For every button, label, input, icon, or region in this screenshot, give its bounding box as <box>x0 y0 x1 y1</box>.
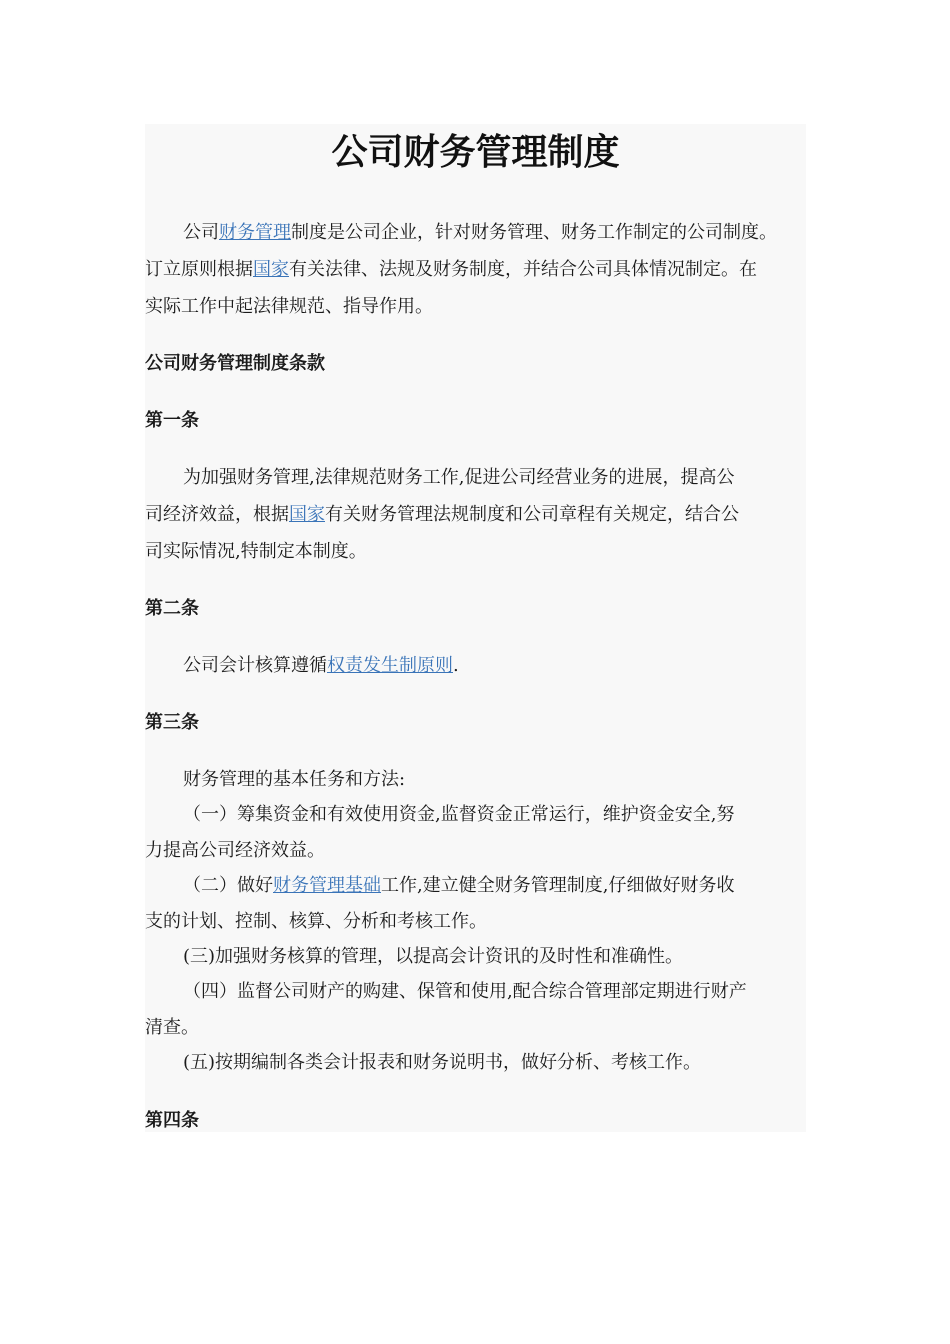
text: 订立原则根据 <box>145 259 253 280</box>
intro-line-2 <box>145 251 806 288</box>
text: 制度是公司企业，针对财务管理、财务工作制定的公司制度。 <box>291 222 777 243</box>
text: 工作,建立健全财务管理制度,仔细做好财务收 <box>381 875 735 896</box>
article-2-heading: 第二条 <box>145 598 199 619</box>
article-1-line-3: 司实际情况,特制定本制度。 <box>145 541 367 562</box>
page-title: 公司财务管理制度 <box>331 132 620 173</box>
text: 有关财务管理法规制度和公司章程有关规定，结合公 <box>325 504 739 525</box>
article-2-line <box>145 647 806 684</box>
link-financial-management-basics[interactable]: 财务管理基础 <box>273 875 381 896</box>
text: 公司会计核算遵循 <box>183 655 327 676</box>
link-accrual-principle[interactable]: 权责发生制原则 <box>327 655 453 676</box>
article-3-item-1: （一）筹集资金和有效使用资金,监督资金正常运行，维护资金安全,努 <box>183 804 735 825</box>
article-1-line-2 <box>145 496 806 533</box>
intro-line-1 <box>145 214 806 251</box>
section-heading: 公司财务管理制度条款 <box>145 353 325 374</box>
intro-line-3: 实际工作中起法律规范、指导作用。 <box>145 296 433 317</box>
text: 司经济效益，根据 <box>145 504 289 525</box>
article-3-item-5: (五)按期编制各类会计报表和财务说明书，做好分析、考核工作。 <box>183 1052 702 1073</box>
article-3-item-4-cont: 清查。 <box>145 1017 199 1038</box>
intro-paragraph <box>145 214 806 251</box>
text: （二）做好 <box>183 875 273 896</box>
article-1-line-1: 为加强财务管理,法律规范财务工作,促进公司经营业务的进展，提高公 <box>183 467 735 488</box>
article-1-heading: 第一条 <box>145 410 199 431</box>
link-country[interactable]: 国家 <box>253 259 289 280</box>
article-3-item-4: （四）监督公司财产的购建、保管和使用,配合综合管理部定期进行财产 <box>183 981 747 1002</box>
text: 有关法律、法规及财务制度，并结合公司具体情况制定。在 <box>289 259 757 280</box>
link-country[interactable]: 国家 <box>289 504 325 525</box>
article-3-heading: 第三条 <box>145 712 199 733</box>
article-3-item-3: (三)加强财务核算的管理，以提高会计资讯的及时性和准确性。 <box>183 946 684 967</box>
article-4-heading: 第四条 <box>145 1110 199 1131</box>
link-financial-management[interactable]: 财务管理 <box>219 222 291 243</box>
article-3-intro: 财务管理的基本任务和方法: <box>183 769 406 790</box>
article-3-item-2-cont: 支的计划、控制、核算、分析和考核工作。 <box>145 911 487 932</box>
article-3-item-2 <box>145 868 806 903</box>
text: 公司 <box>183 222 219 243</box>
text: . <box>453 655 459 676</box>
article-3-item-1-cont: 力提高公司经济效益。 <box>145 840 325 861</box>
